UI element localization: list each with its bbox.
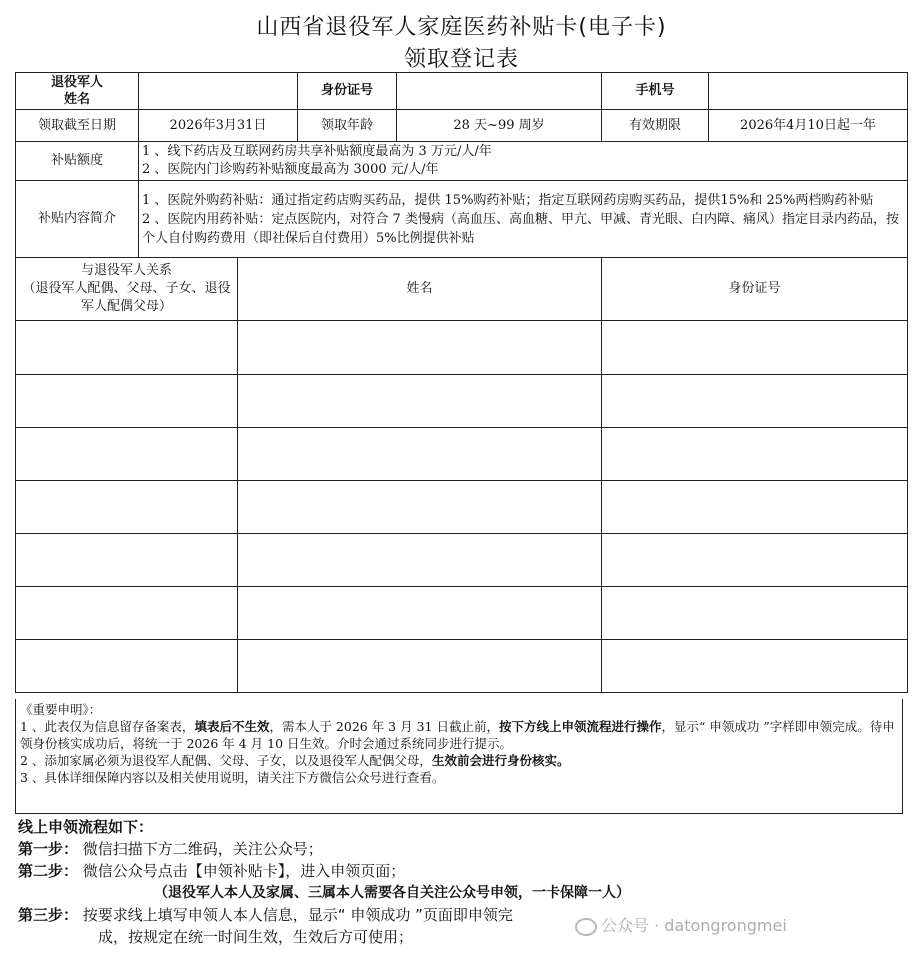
family-row — [16, 481, 908, 534]
step-3-text: 按要求线上填写申领人本人信息，显示“ 申领成功 ”页面即申领完 — [82, 906, 513, 924]
step-2 — [18, 860, 908, 882]
age-value: 28 天~99 周岁 — [397, 110, 602, 142]
id-number-label: 身份证号 — [298, 73, 397, 110]
watermark — [575, 913, 787, 936]
step-1-text: 微信扫描下方二维码，关注公众号； — [82, 840, 323, 858]
declaration-title: 《重要申明》： — [20, 702, 102, 717]
form-subtitle: 领取登记表 — [403, 47, 519, 72]
relation-cell[interactable] — [16, 640, 238, 693]
step-1-label: 第一步： — [18, 840, 79, 858]
relation-cell[interactable] — [16, 321, 238, 375]
form-title: 山西省退役军人家庭医药补贴卡(电子卡) — [256, 15, 667, 40]
family-id-cell[interactable] — [602, 428, 908, 481]
family-id-cell[interactable] — [602, 587, 908, 640]
family-name-cell[interactable] — [238, 321, 602, 375]
relation-header: 与退役军人关系 （退役军人配偶、父母、子女、退役军人配偶父母） — [16, 258, 238, 321]
wechat-icon — [575, 918, 597, 936]
family-id-cell[interactable] — [602, 534, 908, 587]
subsidy-amount-text — [139, 142, 908, 181]
family-id-cell[interactable] — [602, 321, 908, 375]
family-row — [16, 428, 908, 481]
relation-cell[interactable] — [16, 534, 238, 587]
family-row — [16, 534, 908, 587]
family-name-cell[interactable] — [238, 481, 602, 534]
subsidy-amount-line2: 2 、医院内门诊购药补贴额度最高为 3000 元/人/年 — [142, 162, 439, 177]
relation-cell[interactable] — [16, 587, 238, 640]
family-name-cell[interactable] — [238, 640, 602, 693]
step-2-label: 第二步： — [18, 862, 79, 880]
valid-value: 2026年4月10日起一年 — [709, 110, 908, 142]
declaration-2a: 2 、添加家属必须为退役军人配偶、父母、子女，以及退役军人配偶父母， — [20, 753, 432, 768]
declaration-2b: 生效前会进行身份核实。 — [431, 753, 570, 768]
family-row — [16, 587, 908, 640]
deadline-value: 2026年3月31日 — [139, 110, 298, 142]
phone-label: 手机号 — [602, 73, 709, 110]
veteran-name-label: 退役军人 姓名 — [16, 73, 139, 110]
step-3-continued: 成，按规定在统一时间生效，生效后方可使用； — [98, 928, 414, 946]
watermark-text: 公众号 · datongrongmei — [601, 916, 787, 935]
family-name-cell[interactable] — [238, 534, 602, 587]
subsidy-amount-label: 补贴额度 — [16, 142, 139, 181]
step-1 — [18, 838, 908, 860]
important-declaration — [15, 699, 903, 814]
family-id-cell[interactable] — [602, 640, 908, 693]
family-id-cell[interactable] — [602, 375, 908, 428]
step-2-text: 微信公众号点击【申领补贴卡】，进入申领页面； — [82, 862, 406, 880]
steps-heading: 线上申领流程如下： — [18, 818, 154, 836]
declaration-1b: 填表后不生效 — [194, 719, 270, 734]
subsidy-content-label: 补贴内容简介 — [16, 181, 139, 258]
declaration-1d: 按下方线上申领流程进行操作 — [498, 719, 662, 734]
phone-field[interactable] — [709, 73, 908, 110]
declaration-1a: 1 、此表仅为信息留存备案表， — [20, 719, 195, 734]
subsidy-amount-line1: 1 、线下药店及互联网药房共享补贴额度最高为 3 万元/人/年 — [142, 144, 492, 159]
family-name-cell[interactable] — [238, 375, 602, 428]
family-row — [16, 640, 908, 693]
deadline-label: 领取截至日期 — [16, 110, 139, 142]
id-number-field[interactable] — [397, 73, 602, 110]
relation-cell[interactable] — [16, 481, 238, 534]
declaration-item-2 — [20, 752, 902, 769]
family-name-cell[interactable] — [238, 587, 602, 640]
veteran-name-field[interactable] — [139, 73, 298, 110]
subsidy-content-line1: 1 、医院外购药补贴：通过指定药店购买药品，提供 15%购药补贴；指定互联网药房购买药品，提供15%和 25%两档购药补贴 — [142, 192, 874, 208]
subsidy-content-text — [139, 181, 908, 258]
age-label: 领取年龄 — [298, 110, 397, 142]
family-id-cell[interactable] — [602, 481, 908, 534]
step-2-note: （退役军人本人及家属、三属本人需要各自关注公众号申领，一卡保障一人） — [154, 885, 630, 901]
family-row — [16, 375, 908, 428]
declaration-item-3: 3 、具体详细保障内容以及相关使用说明，请关注下方微信公众号进行查看。 — [20, 770, 445, 785]
family-row — [16, 321, 908, 375]
family-name-cell[interactable] — [238, 428, 602, 481]
declaration-item-1 — [20, 718, 902, 752]
relation-cell[interactable] — [16, 428, 238, 481]
subsidy-content-line2: 2 、医院内用药补贴：定点医院内，对符合 7 类慢病（高血压、高血糖、甲亢、甲减、青光眼、白内障、痛风）指定目录内药品，按个人自付购药费用（即社保后自付费用）5%比例提供补贴 — [142, 211, 899, 246]
relation-cell[interactable] — [16, 375, 238, 428]
valid-label: 有效期限 — [602, 110, 709, 142]
step-3-label: 第三步： — [18, 906, 79, 924]
family-id-header: 身份证号 — [602, 258, 908, 321]
family-name-header: 姓名 — [238, 258, 602, 321]
declaration-1e: ，显示“ 申领成功 ”字样即申领完成。待申领身份核实成功后，将统一于 2026 年 4 月 10 日生效。介时会通过系统同步进行提示。 — [20, 719, 895, 751]
registration-table — [15, 72, 908, 693]
declaration-1c: ，需本人于 2026 年 3 月 31 日截止前， — [269, 719, 499, 734]
